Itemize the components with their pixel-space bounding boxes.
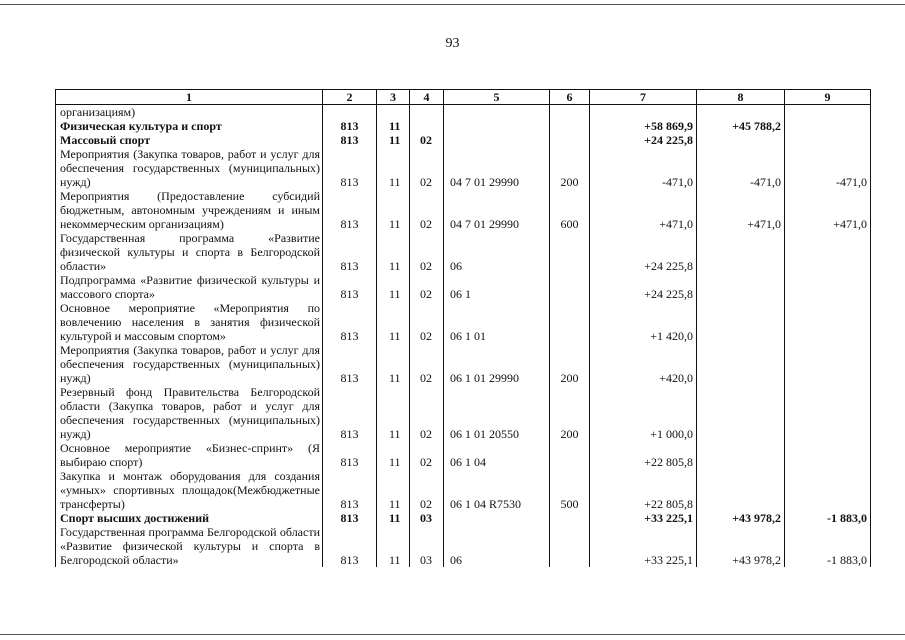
amount-col7-cell: +1 000,0: [590, 385, 697, 441]
subsection-code-cell: 02: [410, 189, 444, 231]
ministry-code-cell: 813: [323, 189, 377, 231]
amount-col7-cell: +58 869,9: [590, 119, 697, 133]
ministry-code-cell: 813: [323, 119, 377, 133]
target-article-cell: [444, 119, 550, 133]
amount-col9-cell: [785, 231, 871, 273]
expense-type-cell: [550, 133, 590, 147]
amount-col8-cell: +43 978,2: [697, 525, 785, 567]
row-name-cell: Основное мероприятие «Бизнес-спринт» (Я выбираю спорт): [56, 441, 323, 469]
table-row: [56, 441, 871, 469]
amount-col9-cell: [785, 105, 871, 120]
column-header: 5: [444, 90, 550, 105]
section-code-cell: 11: [377, 231, 410, 273]
amount-col9-cell: +471,0: [785, 189, 871, 231]
table-header: [56, 90, 871, 105]
table-row: [56, 525, 871, 567]
subsection-code-cell: 02: [410, 133, 444, 147]
column-header: 3: [377, 90, 410, 105]
subsection-code-cell: 02: [410, 469, 444, 511]
target-article-cell: 06 1 01 20550: [444, 385, 550, 441]
target-article-cell: 04 7 01 29990: [444, 189, 550, 231]
table-row: [56, 511, 871, 525]
expense-type-cell: [550, 511, 590, 525]
ministry-code-cell: 813: [323, 343, 377, 385]
section-code-cell: 11: [377, 469, 410, 511]
bottom-scan-edge: [0, 634, 905, 635]
amount-col7-cell: +33 225,1: [590, 511, 697, 525]
expense-type-cell: [550, 441, 590, 469]
row-name-cell: Государственная программа «Развитие физической культуры и спорта в Белгородской области»: [56, 231, 323, 273]
amount-col8-cell: [697, 133, 785, 147]
ministry-code-cell: 813: [323, 441, 377, 469]
target-article-cell: [444, 105, 550, 120]
ministry-code-cell: 813: [323, 385, 377, 441]
amount-col7-cell: +420,0: [590, 343, 697, 385]
subsection-code-cell: 02: [410, 385, 444, 441]
amount-col8-cell: +471,0: [697, 189, 785, 231]
subsection-code-cell: 03: [410, 511, 444, 525]
section-code-cell: 11: [377, 119, 410, 133]
amount-col8-cell: [697, 273, 785, 301]
column-header: 7: [590, 90, 697, 105]
subsection-code-cell: [410, 105, 444, 120]
column-header: 4: [410, 90, 444, 105]
ministry-code-cell: 813: [323, 231, 377, 273]
amount-col7-cell: +22 805,8: [590, 441, 697, 469]
amount-col9-cell: [785, 301, 871, 343]
ministry-code-cell: 813: [323, 469, 377, 511]
amount-col8-cell: [697, 469, 785, 511]
column-header: 9: [785, 90, 871, 105]
budget-table: [55, 89, 871, 567]
amount-col9-cell: [785, 273, 871, 301]
section-code-cell: 11: [377, 147, 410, 189]
subsection-code-cell: 02: [410, 301, 444, 343]
amount-col8-cell: [697, 385, 785, 441]
ministry-code-cell: 813: [323, 147, 377, 189]
target-article-cell: 06 1 01: [444, 301, 550, 343]
amount-col8-cell: [697, 343, 785, 385]
expense-type-cell: [550, 525, 590, 567]
target-article-cell: 06: [444, 525, 550, 567]
section-code-cell: 11: [377, 343, 410, 385]
amount-col7-cell: [590, 105, 697, 120]
amount-col8-cell: [697, 441, 785, 469]
subsection-code-cell: 02: [410, 273, 444, 301]
amount-col9-cell: -1 883,0: [785, 511, 871, 525]
table-row: [56, 119, 871, 133]
row-name-cell: Физическая культура и спорт: [56, 119, 323, 133]
amount-col9-cell: [785, 469, 871, 511]
amount-col8-cell: [697, 105, 785, 120]
target-article-cell: [444, 133, 550, 147]
table-row: [56, 147, 871, 189]
amount-col9-cell: [785, 119, 871, 133]
amount-col7-cell: +24 225,8: [590, 273, 697, 301]
row-name-cell: Массовый спорт: [56, 133, 323, 147]
section-code-cell: 11: [377, 273, 410, 301]
amount-col7-cell: +33 225,1: [590, 525, 697, 567]
subsection-code-cell: 02: [410, 343, 444, 385]
row-name-cell: Спорт высших достижений: [56, 511, 323, 525]
expense-type-cell: 600: [550, 189, 590, 231]
section-code-cell: 11: [377, 133, 410, 147]
table-row: [56, 343, 871, 385]
target-article-cell: 06 1 04: [444, 441, 550, 469]
expense-type-cell: 500: [550, 469, 590, 511]
row-name-cell: Резервный фонд Правительства Белгородской области (Закупка товаров, работ и услуг для обеспечения государственных (муниципальных) нужд): [56, 385, 323, 441]
expense-type-cell: 200: [550, 343, 590, 385]
section-code-cell: 11: [377, 525, 410, 567]
amount-col7-cell: -471,0: [590, 147, 697, 189]
table-body: [56, 105, 871, 568]
amount-col8-cell: [697, 231, 785, 273]
column-header: 2: [323, 90, 377, 105]
ministry-code-cell: 813: [323, 301, 377, 343]
target-article-cell: 06: [444, 231, 550, 273]
row-name-cell: Мероприятия (Закупка товаров, работ и услуг для обеспечения государственных (муниципальных) нужд): [56, 343, 323, 385]
target-article-cell: [444, 511, 550, 525]
amount-col7-cell: +24 225,8: [590, 231, 697, 273]
amount-col8-cell: -471,0: [697, 147, 785, 189]
row-name-cell: организациям): [56, 105, 323, 120]
expense-type-cell: 200: [550, 147, 590, 189]
target-article-cell: 06 1 01 29990: [444, 343, 550, 385]
target-article-cell: 06 1: [444, 273, 550, 301]
row-name-cell: Подпрограмма «Развитие физической культуры и массового спорта»: [56, 273, 323, 301]
column-header: 8: [697, 90, 785, 105]
subsection-code-cell: 02: [410, 147, 444, 189]
row-name-cell: Закупка и монтаж оборудования для создания «умных» спортивных площадок(Межбюджетные трансферты): [56, 469, 323, 511]
amount-col9-cell: -471,0: [785, 147, 871, 189]
subsection-code-cell: [410, 119, 444, 133]
row-name-cell: Мероприятия (Закупка товаров, работ и услуг для обеспечения государственных (муниципальных) нужд): [56, 147, 323, 189]
expense-type-cell: 200: [550, 385, 590, 441]
expense-type-cell: [550, 273, 590, 301]
amount-col8-cell: +43 978,2: [697, 511, 785, 525]
target-article-cell: 04 7 01 29990: [444, 147, 550, 189]
expense-type-cell: [550, 301, 590, 343]
section-code-cell: [377, 105, 410, 120]
subsection-code-cell: 02: [410, 231, 444, 273]
expense-type-cell: [550, 105, 590, 120]
row-name-cell: Мероприятия (Предоставление субсидий бюджетным, автономным учреждениям и иным некоммерческим организациям): [56, 189, 323, 231]
row-name-cell: Основное мероприятие «Мероприятия по вовлечению населения в занятия физической культурой и массовым спортом»: [56, 301, 323, 343]
table-row: [56, 189, 871, 231]
table-row: [56, 133, 871, 147]
ministry-code-cell: 813: [323, 511, 377, 525]
ministry-code-cell: [323, 105, 377, 120]
page-number: 93: [445, 36, 460, 51]
section-code-cell: 11: [377, 441, 410, 469]
column-header: 6: [550, 90, 590, 105]
subsection-code-cell: 03: [410, 525, 444, 567]
ministry-code-cell: 813: [323, 525, 377, 567]
amount-col9-cell: [785, 385, 871, 441]
expense-type-cell: [550, 231, 590, 273]
amount-col9-cell: [785, 343, 871, 385]
row-name-cell: Государственная программа Белгородской области «Развитие физической культуры и спорта в Белгородской области»: [56, 525, 323, 567]
amount-col7-cell: +471,0: [590, 189, 697, 231]
amount-col7-cell: +22 805,8: [590, 469, 697, 511]
expense-type-cell: [550, 119, 590, 133]
amount-col8-cell: [697, 301, 785, 343]
section-code-cell: 11: [377, 511, 410, 525]
column-header: 1: [56, 90, 323, 105]
table-row: [56, 301, 871, 343]
section-code-cell: 11: [377, 189, 410, 231]
amount-col8-cell: +45 788,2: [697, 119, 785, 133]
top-scan-edge: [0, 4, 905, 5]
subsection-code-cell: 02: [410, 441, 444, 469]
ministry-code-cell: 813: [323, 133, 377, 147]
table-row: [56, 105, 871, 120]
table-row: [56, 273, 871, 301]
target-article-cell: 06 1 04 R7530: [444, 469, 550, 511]
amount-col7-cell: +24 225,8: [590, 133, 697, 147]
table-row: [56, 231, 871, 273]
amount-col9-cell: -1 883,0: [785, 525, 871, 567]
section-code-cell: 11: [377, 301, 410, 343]
ministry-code-cell: 813: [323, 273, 377, 301]
amount-col7-cell: +1 420,0: [590, 301, 697, 343]
table-row: [56, 385, 871, 441]
amount-col9-cell: [785, 133, 871, 147]
section-code-cell: 11: [377, 385, 410, 441]
amount-col9-cell: [785, 441, 871, 469]
table-row: [56, 469, 871, 511]
